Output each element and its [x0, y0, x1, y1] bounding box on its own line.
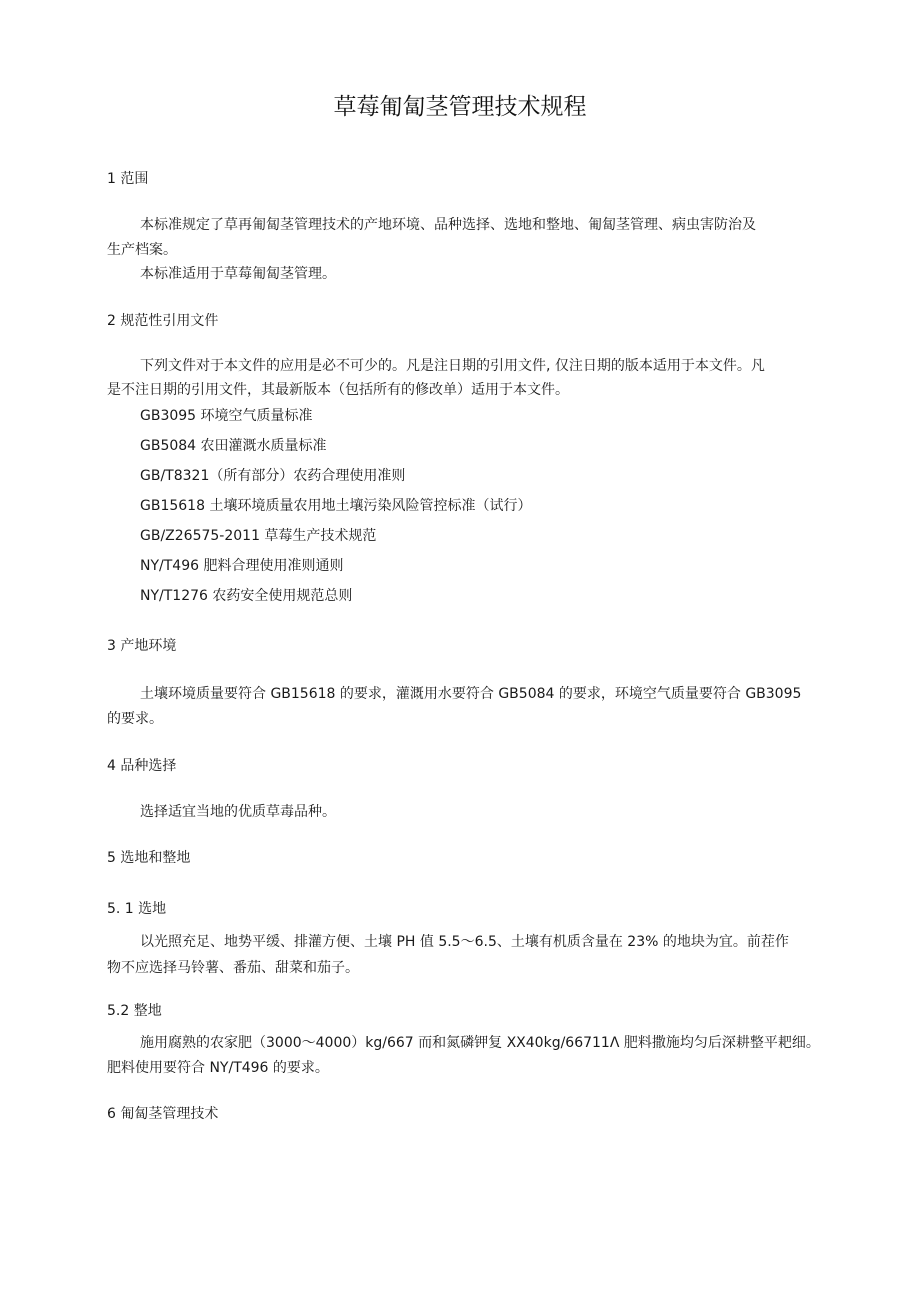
section-2-heading: 2 规范性引用文件	[107, 313, 219, 329]
section-5-1-paragraph-line-1: 以光照充足、地势平缓、排灌方便、土壤 PH 值 5.5～6.5、土壤有机质含量在 23% 的地块为宜。前茬作	[140, 934, 789, 950]
section-2-paragraph-1-line-2: 是不注日期的引用文件，其最新版本（包括所有的修改单）适用于本文件。	[107, 382, 569, 398]
section-5-2-paragraph-line-1: 施用腐熟的农家肥（3000～4000）kg/667 而和氮磷钾复 XX40kg/66711Λ 肥料撒施均匀后深耕整平耙细。	[140, 1035, 820, 1051]
reference-item: GB5084 农田灌溉水质量标准	[140, 438, 327, 454]
section-4-paragraph-1: 选择适宜当地的优质草毒品种。	[140, 804, 336, 820]
section-3-heading: 3 产地环境	[107, 638, 177, 654]
section-2-paragraph-1-line-1: 下列文件对于本文件的应用是必不可少的。凡是注日期的引用文件, 仅注日期的版本适用于本文件。凡	[140, 358, 765, 374]
section-3-paragraph-1-line-1: 土壤环境质量要符合 GB15618 的要求，灌溉用水要符合 GB5084 的要求，环境空气质量要符合 GB3095	[140, 686, 802, 702]
reference-item: NY/T496 肥料合理使用准则通则	[140, 558, 344, 574]
section-3-paragraph-1-line-2: 的要求。	[107, 711, 163, 727]
reference-item: GB/Z26575-2011 草莓生产技术规范	[140, 528, 377, 544]
section-4-heading: 4 品种选择	[107, 758, 177, 774]
section-5-1-paragraph-line-2: 物不应选择马铃薯、番茄、甜菜和茄子。	[107, 960, 359, 976]
section-1-paragraph-1-line-2: 生产档案。	[107, 242, 177, 258]
reference-item: GB15618 土壤环境质量农用地土壤污染风险管控标准（试行）	[140, 498, 532, 514]
reference-item: GB/T8321（所有部分）农药合理使用准则	[140, 468, 406, 484]
document-title: 草莓匍匐茎管理技术规程	[333, 94, 587, 120]
section-1-heading: 1 范围	[107, 171, 149, 187]
section-5-heading: 5 选地和整地	[107, 850, 191, 866]
section-1-paragraph-2: 本标准适用于草莓匍匐茎管理。	[140, 266, 336, 282]
section-5-1-heading: 5. 1 选地	[107, 901, 167, 917]
reference-item: GB3095 环境空气质量标准	[140, 408, 313, 424]
section-6-heading: 6 匍匐茎管理技术	[107, 1106, 219, 1122]
reference-item: NY/T1276 农药安全使用规范总则	[140, 588, 353, 604]
section-1-paragraph-1-line-1: 本标准规定了草再匍匐茎管理技术的产地环境、品种选择、选地和整地、匍匐茎管理、病虫害防治及	[140, 217, 756, 233]
section-5-2-heading: 5.2 整地	[107, 1003, 162, 1019]
section-5-2-paragraph-line-2: 肥料使用要符合 NY/T496 的要求。	[107, 1060, 329, 1076]
